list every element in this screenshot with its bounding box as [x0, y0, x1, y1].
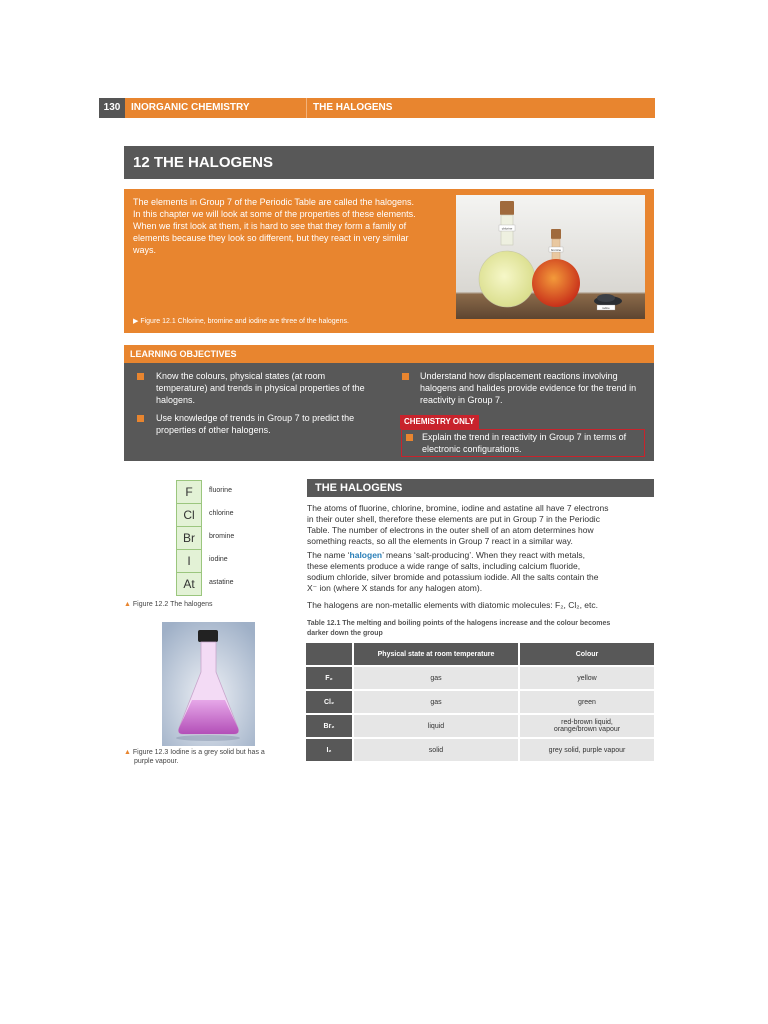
colour-cell: grey solid, purple vapour: [520, 737, 654, 761]
colour-cell: yellow: [520, 665, 654, 689]
state-cell: solid: [354, 737, 520, 761]
element-name: iodine: [209, 556, 228, 563]
table-caption: Table 12.1 The melting and boiling points of the halogens increase and the colour becomes darker down the group: [307, 620, 611, 637]
colour-cell: green: [520, 689, 654, 713]
element-symbol: F: [176, 480, 202, 504]
element-name: fluorine: [209, 487, 232, 494]
formula-cell: I₂: [306, 737, 354, 761]
bullet-icon: [137, 373, 144, 380]
figure-1-caption: ▶ Figure 12.1 Chlorine, bromine and iodine are three of the halogens.: [133, 318, 349, 325]
bullet-icon: [137, 415, 144, 422]
table-header: [306, 643, 354, 665]
element-name: chlorine: [209, 510, 234, 517]
chlorine-label: chlorine: [501, 226, 513, 231]
intro-line: When we first look at them, it is hard to see that they form a family of: [133, 221, 407, 231]
key-term: halogen: [349, 550, 383, 560]
page-number: 130: [99, 98, 125, 118]
objective-item: Understand how displacement reactions involving halogens and halides provide evidence for the trend in reactivity in Group 7.: [420, 371, 637, 405]
chemistry-only-box: [401, 429, 645, 457]
objective-item: Explain the trend in reactivity in Group 7 in terms of electronic configurations.: [422, 432, 627, 454]
state-cell: liquid: [354, 713, 520, 737]
intro-block: [124, 189, 654, 333]
figure-2-caption: ▲ Figure 12.2 The halogens: [124, 601, 213, 608]
table-row: [306, 713, 654, 737]
colour-cell: red-brown liquid, orange/brown vapour: [520, 713, 654, 737]
caption-triangle-icon: ▲: [124, 749, 133, 756]
element-symbol: I: [176, 549, 202, 573]
caption-triangle-icon: ▲: [124, 601, 133, 608]
element-symbol: Cl: [176, 503, 202, 527]
topic-label: THE HALOGENS: [313, 102, 393, 113]
section-heading: THE HALOGENS: [315, 482, 403, 494]
learning-objectives-title: LEARNING OBJECTIVES: [130, 349, 237, 359]
chapter-title-bar: [124, 146, 654, 179]
chemistry-only-tag: CHEMISTRY ONLY: [400, 415, 479, 429]
table-header: Physical state at room temperature: [354, 643, 520, 665]
learning-objectives-body: [124, 363, 654, 461]
state-cell: gas: [354, 665, 520, 689]
paragraph: The name ‘halogen’ means ‘salt-producing’. When they react with metals, these elements produce a wide range of salts, including calcium fluoride, sodium chloride, silver bromide and potassium iodide. All the salts contain the X⁻ ion (where X stands for any halogen atom).: [307, 550, 599, 593]
table-row: [306, 737, 654, 761]
formula-cell: Cl₂: [306, 689, 354, 713]
element-name: astatine: [209, 579, 234, 586]
objective-item: Use knowledge of trends in Group 7 to predict the properties of other halogens.: [156, 413, 355, 435]
figure-3-caption: ▲ Figure 12.3 Iodine is a grey solid but has a purple vapour.: [124, 749, 265, 765]
element-symbol: Br: [176, 526, 202, 550]
intro-line: The elements in Group 7 of the Periodic Table are called the halogens.: [133, 197, 415, 207]
table-header-row: [306, 643, 654, 665]
table-row: [306, 689, 654, 713]
table-header: Colour: [520, 643, 654, 665]
paragraph: The atoms of fluorine, chlorine, bromine, iodine and astatine all have 7 electrons in their outer shell, therefore these elements are put in Group 7 in the Periodic Table. The number of electrons in the outer shell of an atom determines how something reacts, so all the elements in Group 7 react in a similar way.: [307, 503, 609, 546]
intro-line: elements because they look so different, but they react in very similar: [133, 233, 409, 243]
section-heading-bar: [307, 479, 654, 497]
state-cell: gas: [354, 689, 520, 713]
bromine-label: bromine: [550, 247, 562, 252]
element-name: bromine: [209, 533, 235, 540]
formula-cell: F₂: [306, 665, 354, 689]
intro-line: In this chapter we will look at some of the properties of these elements.: [133, 209, 416, 219]
caption-arrow-icon: ▶: [133, 318, 141, 325]
formula-cell: Br₂: [306, 713, 354, 737]
objective-item: Know the colours, physical states (at room temperature) and trends in physical properties of the halogens.: [156, 371, 365, 405]
learning-objectives-header: [124, 345, 654, 363]
section-label: INORGANIC CHEMISTRY: [131, 102, 250, 113]
halogen-properties-table: [306, 643, 654, 761]
header-divider: [306, 98, 307, 118]
table-row: [306, 665, 654, 689]
chapter-title: 12 THE HALOGENS: [133, 154, 274, 171]
bullet-icon: [406, 434, 413, 441]
halogen-flasks-photo: [456, 195, 645, 319]
iodine-label: iodine: [602, 305, 610, 310]
paragraph: The halogens are non-metallic elements with diatomic molecules: F₂, Cl₂, etc.: [307, 600, 599, 610]
bullet-icon: [402, 373, 409, 380]
element-symbol: At: [176, 572, 202, 596]
intro-line: ways.: [133, 245, 157, 255]
running-header: [99, 98, 655, 118]
iodine-flask-photo: [162, 622, 255, 746]
intro-text: [133, 196, 443, 256]
